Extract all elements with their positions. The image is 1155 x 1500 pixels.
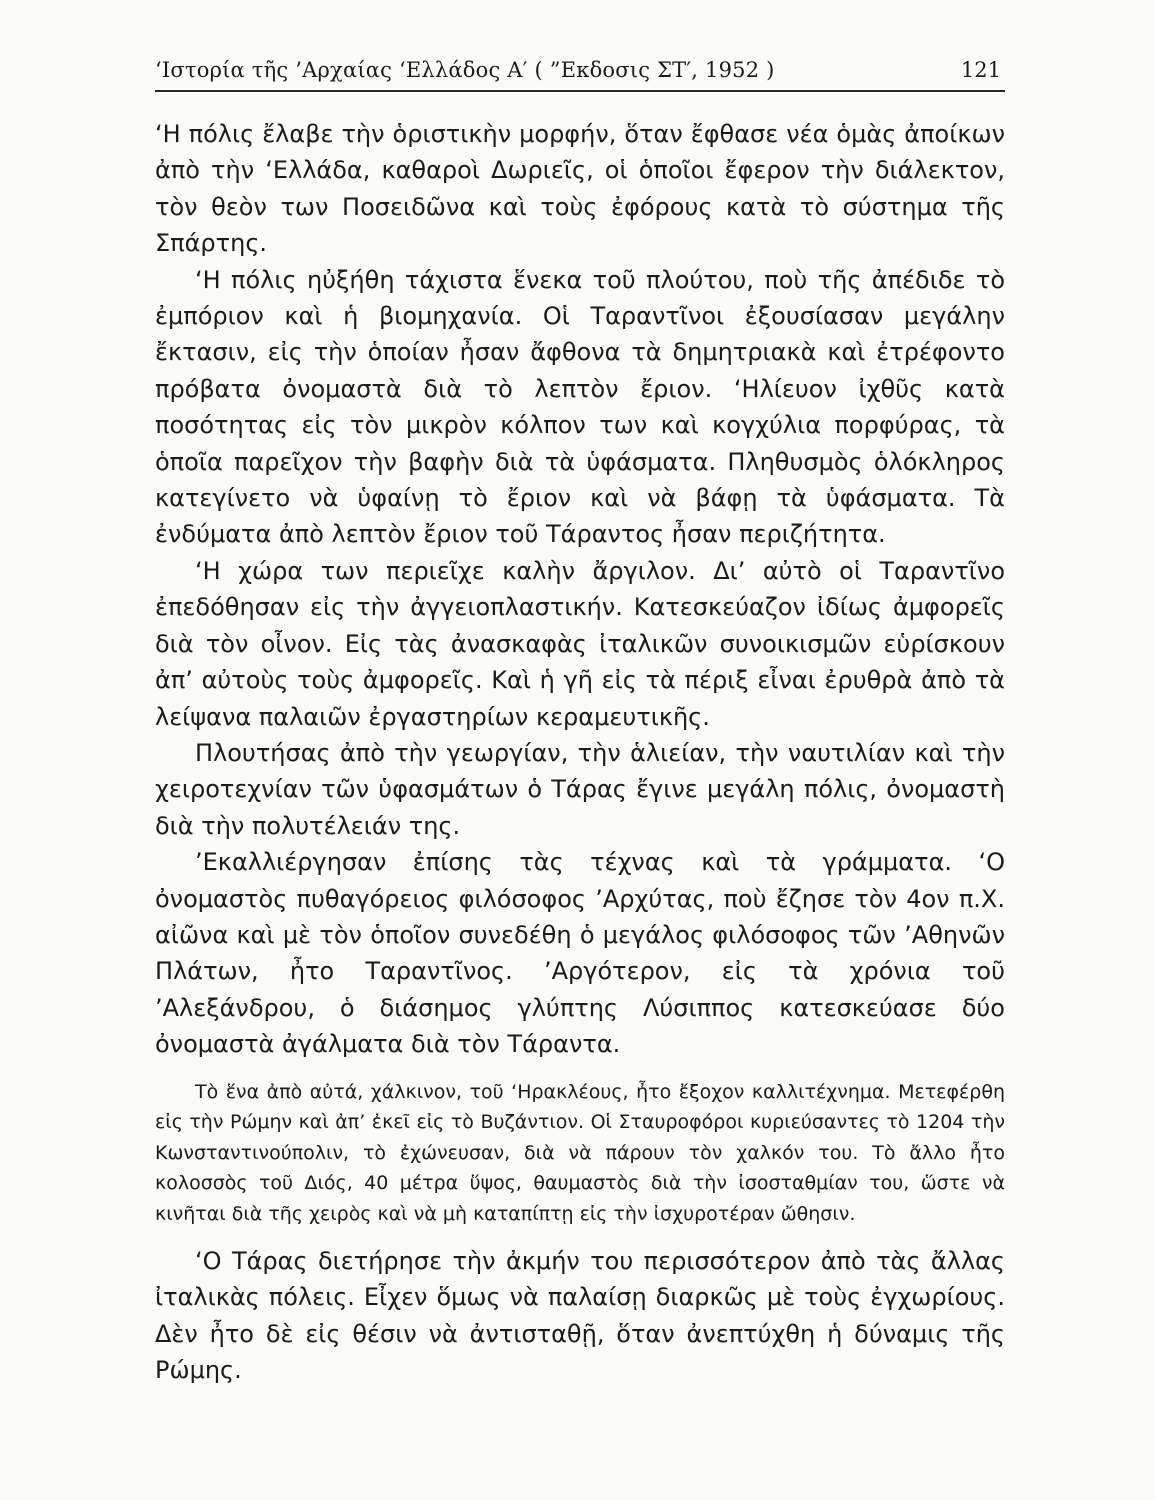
main-text [155,116,1005,1389]
paragraph-founding: ‘Η πόλις ἔλαβε τὴν ὁριστικὴν μορφήν, ὅταν ἔφθασε νέα ὁμὰς ἀποίκων ἀπὸ τὴν ‘Ελλάδα, καθαροὶ Δωριεῖς, οἱ ὁποῖοι ἔφερον τὴν διάλεκτον, τὸν θεὸν των Ποσειδῶνα καὶ τοὺς ἐφόρους κατὰ τὸ σύστημα τῆς Σπάρτης. [155,120,1005,258]
paragraph-arts: ’Εκαλλιέργησαν ἐπίσης τὰς τέχνας καὶ τὰ γράμματα. ‘Ο ὀνομαστὸς πυθαγόρειος φιλόσοφος ’Αρχύτας, ποὺ ἔζησε τὸν 4ον π.Χ. αἰῶνα καὶ μὲ τὸν ὁποῖον συνεδέθη ὁ μεγάλος φιλόσοφος τῶν ’Αθηνῶν Πλάτων, ἦτο Ταραντῖνος. ’Αργότερον, εἰς τὰ χρόνια τοῦ ’Αλεξάνδρου, ὁ διάσημος γλύπτης Λύσιππος κατεσκεύασε δύο ὀνομαστὰ ἀγάλματα διὰ τὸν Τάραντα. [155,848,1005,1059]
paragraph-wealth: Πλουτήσας ἀπὸ τὴν γεωργίαν, τὴν ἁλιείαν, τὴν ναυτιλίαν καὶ τὴν χειροτεχνίαν τῶν ὑφασμάτων ὁ Τάρας ἔγινε μεγάλη πόλις, ὀνομαστὴ διὰ τὴν πολυτέλειάν της. [155,738,1005,840]
header-title: ‘Ιστορία τῆς ’Αρχαίας ‘Ελλάδος Α′ ( ”Εκδοσις ΣΤ′, 1952 ) [155,58,775,82]
paragraph-closing: ‘Ο Τάρας διετήρησε τὴν ἀκμήν του περισσότερον ἀπὸ τὰς ἄλλας ἰταλικὰς πόλεις. Εἶχεν ὅμως νὰ παλαίσῃ διαρκῶς μὲ τοὺς ἐγχωρίους. Δὲν ἦτο δὲ εἰς θέσιν νὰ ἀντισταθῇ, ὅταν ἀνεπτύχθη ἡ δύναμις τῆς Ρώμης. [155,1247,1005,1385]
running-header [155,58,1005,92]
page-number: 121 [960,58,1001,82]
footnote: Τὸ ἕνα ἀπὸ αὐτά, χάλκινον, τοῦ ‘Ηρακλέους, ἦτο ἔξοχον καλλιτέχνημα. Μετεφέρθη εἰς τὴν Ρώμην καὶ ἀπ’ ἐκεῖ εἰς τὸ Βυζάντιον. Οἱ Σταυροφόροι κυριεύσαντες τὸ 1204 τὴν Κωνσταντινούπολιν, τὸ ἐχώνευσαν, διὰ νὰ πάρουν τὸν χαλκόν του. Τὸ ἄλλο ἦτο κολοσσὸς τοῦ Διός, 40 μέτρα ὕψος, θαυμαστὸς διὰ τὴν ἰσοσταθμίαν του, ὥστε νὰ κινῆται διὰ τῆς χειρὸς καὶ νὰ μὴ καταπίπτῃ εἰς τὴν ἰσχυροτέραν ὤθησιν. [155,1080,1005,1225]
paragraph-economy: ‘Η πόλις ηὐξήθη τάχιστα ἕνεκα τοῦ πλούτου, ποὺ τῆς ἀπέδιδε τὸ ἐμπόριον καὶ ἡ βιομηχανία. Οἱ Ταραντῖνοι ἐξουσίασαν μεγάλην ἔκτασιν, εἰς τὴν ὁποίαν ἦσαν ἄφθονα τὰ δημητριακὰ καὶ ἐτρέφοντο πρόβατα ὀνομαστὰ διὰ τὸ λεπτὸν ἔριον. ‘Ηλίευον ἰχθῦς κατὰ ποσότητας εἰς τὸν μικρὸν κόλπον των καὶ κογχύλια πορφύρας, τὰ ὁποῖα παρεῖχον τὴν βαφὴν διὰ τὰ ὑφάσματα. Πληθυσμὸς ὁλόκληρος κατεγίνετο νὰ ὑφαίνῃ τὸ ἔριον καὶ νὰ βάφῃ τὰ ὑφάσματα. Τὰ ἐνδύματα ἀπὸ λεπτὸν ἔριον τοῦ Τάραντος ἦσαν περιζήτητα. [155,265,1005,549]
paragraph-pottery: ‘Η χώρα των περιεῖχε καλὴν ἄργιλον. Δι’ αὐτὸ οἱ Ταραντῖνο ἐπεδόθησαν εἰς τὴν ἀγγειοπλαστικήν. Κατεσκεύαζον ἰδίως ἀμφορεῖς διὰ τὸν οἶνον. Εἰς τὰς ἀνασκαφὰς ἰταλικῶν συνοικισμῶν εὑρίσκουν ἀπ’ αὐτοὺς τοὺς ἀμφορεῖς. Καὶ ἡ γῆ εἰς τὰ πέριξ εἶναι ἐρυθρὰ ἀπὸ τὰ λείψανα παλαιῶν ἐργαστηρίων κεραμευτικῆς. [155,556,1005,731]
